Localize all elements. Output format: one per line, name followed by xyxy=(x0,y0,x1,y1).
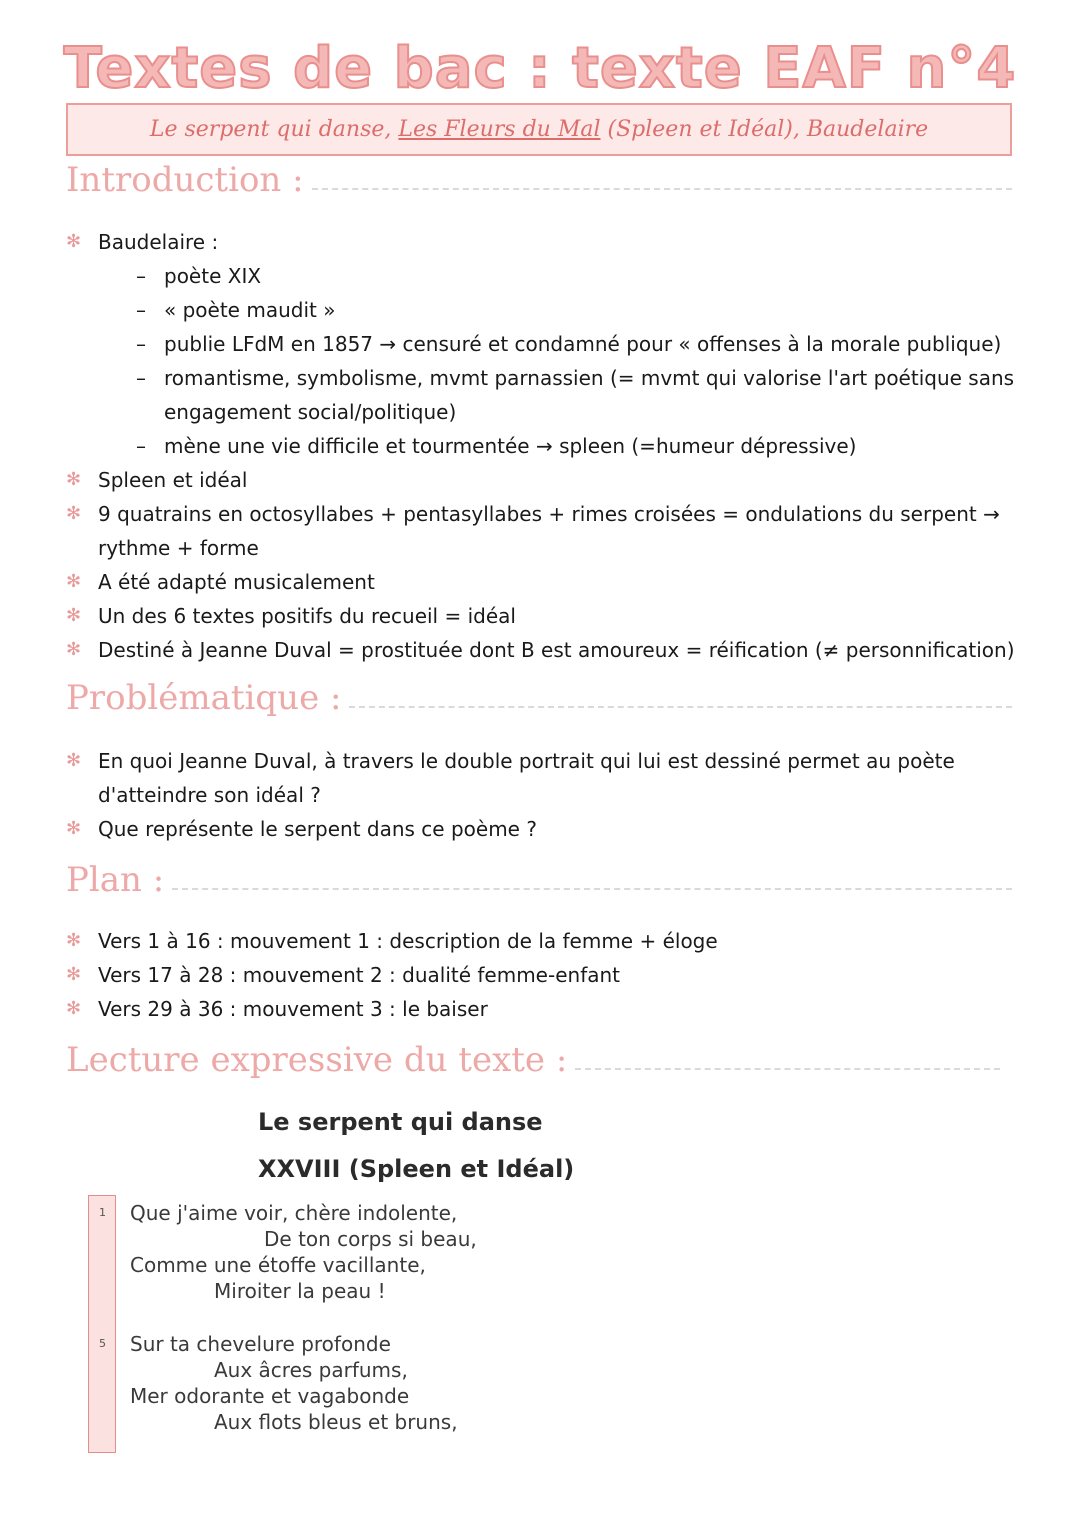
subtitle-author: Baudelaire xyxy=(806,117,929,142)
plan-heading xyxy=(66,860,1012,900)
list-item-text: Destiné à Jeanne Duval = prostituée dont B est amoureux = réification (≠ personnification) xyxy=(98,638,1015,662)
list-item xyxy=(66,463,1026,497)
problematique-heading-text: Problématique : xyxy=(66,678,342,718)
divider xyxy=(575,1068,1000,1070)
list-item xyxy=(66,958,1026,992)
introduction-heading xyxy=(66,160,1012,200)
bullet-star-icon: ✻ xyxy=(66,930,82,951)
subtitle-poem: Le serpent qui danse, xyxy=(149,117,392,142)
list-item-text: Spleen et idéal xyxy=(98,468,248,492)
bullet-star-icon: ✻ xyxy=(66,998,82,1019)
verse-line: Sur ta chevelure profonde xyxy=(130,1332,391,1356)
subtitle-section: (Spleen et Idéal), xyxy=(607,117,800,142)
line-number: 5 xyxy=(99,1337,106,1350)
bullet-star-icon: ✻ xyxy=(66,964,82,985)
list-item xyxy=(66,744,1026,812)
verse-line: Miroiter la peau ! xyxy=(214,1279,386,1303)
poem-title: Le serpent qui danse xyxy=(258,1108,543,1136)
verse-line: De ton corps si beau, xyxy=(264,1227,477,1251)
plan-list xyxy=(66,924,1026,1026)
list-item-text: Baudelaire : xyxy=(98,230,219,254)
verse-line: Aux âcres parfums, xyxy=(214,1358,408,1382)
line-number: 1 xyxy=(99,1206,106,1219)
verse-line: Aux flots bleus et bruns, xyxy=(214,1410,458,1434)
list-item xyxy=(66,497,1026,565)
list-item xyxy=(66,225,1026,463)
introduction-list xyxy=(66,225,1026,667)
introduction-heading-text: Introduction : xyxy=(66,160,304,200)
page-title: Textes de bac : texte EAF n°4 xyxy=(63,36,1017,101)
sub-list xyxy=(98,259,1026,463)
bullet-star-icon: ✻ xyxy=(66,639,82,660)
bullet-star-icon: ✻ xyxy=(66,571,82,592)
subtitle-banner xyxy=(66,103,1012,156)
sub-list-text: poète XIX xyxy=(164,264,262,288)
sub-list-item: – mène une vie difficile et tourmentée → spleen (=humeur dépressive) xyxy=(136,434,857,458)
sub-list-item: – « poète maudit » xyxy=(136,298,336,322)
verse-line: Comme une étoffe vacillante, xyxy=(130,1253,426,1277)
list-item-text: Vers 29 à 36 : mouvement 3 : le baiser xyxy=(98,997,488,1021)
list-item-text: En quoi Jeanne Duval, à travers le double portrait qui lui est dessiné permet au poète d'atteindre son idéal ? xyxy=(98,749,955,807)
divider xyxy=(349,706,1012,708)
bullet-star-icon: ✻ xyxy=(66,503,82,524)
list-item xyxy=(66,565,1026,599)
list-item-text: A été adapté musicalement xyxy=(98,570,375,594)
list-item xyxy=(66,924,1026,958)
sub-list-item: – poète XIX xyxy=(136,264,262,288)
list-item-text: Que représente le serpent dans ce poème ? xyxy=(98,817,537,841)
plan-heading-text: Plan : xyxy=(66,860,165,900)
lecture-heading xyxy=(66,1040,1000,1080)
list-item xyxy=(66,992,1026,1026)
sub-list-item: – publie LFdM en 1857 → censuré et condamné pour « offenses à la morale publique) xyxy=(136,332,1002,356)
problematique-heading xyxy=(66,678,1012,718)
line-number-margin xyxy=(88,1195,116,1453)
sub-list-text: mène une vie difficile et tourmentée → spleen (=humeur dépressive) xyxy=(164,434,857,458)
list-item-text: Un des 6 textes positifs du recueil = idéal xyxy=(98,604,516,628)
list-item-text: Vers 17 à 28 : mouvement 2 : dualité femme-enfant xyxy=(98,963,621,987)
divider xyxy=(172,888,1012,890)
list-item-text: 9 quatrains en octosyllabes + pentasyllabes + rimes croisées = ondulations du serpent → rythme + forme xyxy=(98,502,1000,560)
bullet-star-icon: ✻ xyxy=(66,750,82,771)
verse-line: Mer odorante et vagabonde xyxy=(130,1384,410,1408)
subtitle-collection: Les Fleurs du Mal xyxy=(398,117,601,142)
problematique-list xyxy=(66,744,1026,846)
sub-list-text: « poète maudit » xyxy=(164,298,336,322)
list-item xyxy=(66,633,1026,667)
list-item-text: Vers 1 à 16 : mouvement 1 : description de la femme + éloge xyxy=(98,929,718,953)
list-item xyxy=(66,812,1026,846)
divider xyxy=(312,188,1012,190)
bullet-star-icon: ✻ xyxy=(66,818,82,839)
sub-list-item: – romantisme, symbolisme, mvmt parnassien (= mvmt qui valorise l'art poétique sans engagement social/politique) xyxy=(136,366,1015,424)
list-item xyxy=(66,599,1026,633)
verse-line: Que j'aime voir, chère indolente, xyxy=(130,1201,458,1225)
bullet-star-icon: ✻ xyxy=(66,605,82,626)
bullet-star-icon: ✻ xyxy=(66,469,82,490)
lecture-heading-text: Lecture expressive du texte : xyxy=(66,1040,568,1080)
bullet-star-icon: ✻ xyxy=(66,231,82,252)
sub-list-text: romantisme, symbolisme, mvmt parnassien (= mvmt qui valorise l'art poétique sans engagement social/politique) xyxy=(164,366,1015,424)
sub-list-text: publie LFdM en 1857 → censuré et condamné pour « offenses à la morale publique) xyxy=(164,332,1002,356)
poem-subtitle: XXVIII (Spleen et Idéal) xyxy=(258,1155,575,1183)
